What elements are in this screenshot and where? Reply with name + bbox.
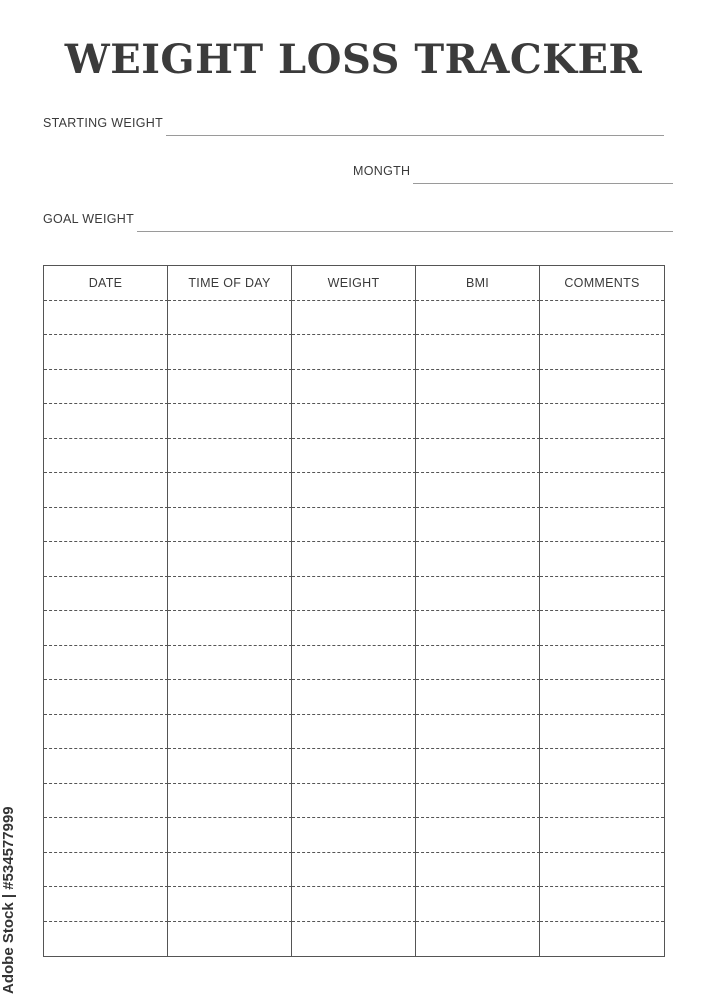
entry-cell-weight[interactable] bbox=[292, 887, 416, 922]
entry-cell-time-of-day[interactable] bbox=[168, 922, 292, 957]
entry-cell-bmi[interactable] bbox=[416, 922, 540, 957]
entry-cell-date[interactable] bbox=[44, 611, 168, 646]
entry-cell-date[interactable] bbox=[44, 301, 168, 336]
entry-cell-weight[interactable] bbox=[292, 818, 416, 853]
entry-cell-comments[interactable] bbox=[540, 887, 664, 922]
entry-cell-comments[interactable] bbox=[540, 542, 664, 577]
entry-cell-bmi[interactable] bbox=[416, 646, 540, 681]
entry-cell-bmi[interactable] bbox=[416, 887, 540, 922]
entry-cell-date[interactable] bbox=[44, 922, 168, 957]
entry-cell-date[interactable] bbox=[44, 404, 168, 439]
entry-cell-date[interactable] bbox=[44, 370, 168, 405]
entry-cell-comments[interactable] bbox=[540, 439, 664, 474]
entry-cell-date[interactable] bbox=[44, 439, 168, 474]
entry-cell-weight[interactable] bbox=[292, 611, 416, 646]
entry-cell-weight[interactable] bbox=[292, 370, 416, 405]
entry-cell-time-of-day[interactable] bbox=[168, 439, 292, 474]
stock-watermark-id: Adobe Stock | #534577999 bbox=[0, 806, 17, 994]
entry-cell-comments[interactable] bbox=[540, 370, 664, 405]
entry-cell-bmi[interactable] bbox=[416, 439, 540, 474]
entry-cell-weight[interactable] bbox=[292, 508, 416, 543]
starting-weight-label: STARTING WEIGHT bbox=[43, 116, 164, 130]
month-input-line[interactable] bbox=[413, 182, 673, 184]
goal-weight-input-line[interactable] bbox=[137, 230, 673, 232]
entry-cell-comments[interactable] bbox=[540, 473, 664, 508]
entry-cell-comments[interactable] bbox=[540, 784, 664, 819]
entry-cell-time-of-day[interactable] bbox=[168, 853, 292, 888]
entry-cell-comments[interactable] bbox=[540, 818, 664, 853]
entry-cell-time-of-day[interactable] bbox=[168, 646, 292, 681]
entry-cell-time-of-day[interactable] bbox=[168, 749, 292, 784]
entry-cell-comments[interactable] bbox=[540, 335, 664, 370]
entry-cell-bmi[interactable] bbox=[416, 611, 540, 646]
goal-weight-field[interactable] bbox=[43, 212, 673, 226]
entry-cell-time-of-day[interactable] bbox=[168, 508, 292, 543]
entry-cell-time-of-day[interactable] bbox=[168, 818, 292, 853]
entry-cell-weight[interactable] bbox=[292, 335, 416, 370]
entry-cell-time-of-day[interactable] bbox=[168, 542, 292, 577]
entry-cell-bmi[interactable] bbox=[416, 680, 540, 715]
entry-cell-comments[interactable] bbox=[540, 853, 664, 888]
column-header-time-of-day: TIME OF DAY bbox=[168, 266, 292, 301]
column-header-comments: COMMENTS bbox=[540, 266, 664, 301]
entry-cell-comments[interactable] bbox=[540, 749, 664, 784]
entry-cell-time-of-day[interactable] bbox=[168, 301, 292, 336]
entry-cell-comments[interactable] bbox=[540, 715, 664, 750]
entry-cell-weight[interactable] bbox=[292, 473, 416, 508]
entry-cell-weight[interactable] bbox=[292, 715, 416, 750]
entry-cell-bmi[interactable] bbox=[416, 818, 540, 853]
entry-cell-bmi[interactable] bbox=[416, 715, 540, 750]
month-label: MONGTH bbox=[353, 164, 411, 178]
column-header-date: DATE bbox=[44, 266, 168, 301]
entry-cell-date[interactable] bbox=[44, 715, 168, 750]
entry-cell-bmi[interactable] bbox=[416, 542, 540, 577]
entry-cell-date[interactable] bbox=[44, 473, 168, 508]
entry-cell-bmi[interactable] bbox=[416, 335, 540, 370]
entry-cell-weight[interactable] bbox=[292, 439, 416, 474]
entry-cell-date[interactable] bbox=[44, 646, 168, 681]
entry-cell-time-of-day[interactable] bbox=[168, 784, 292, 819]
entry-cell-time-of-day[interactable] bbox=[168, 887, 292, 922]
entry-cell-weight[interactable] bbox=[292, 404, 416, 439]
entry-cell-time-of-day[interactable] bbox=[168, 370, 292, 405]
tracker-table bbox=[43, 265, 665, 957]
entry-cell-bmi[interactable] bbox=[416, 404, 540, 439]
entry-cell-bmi[interactable] bbox=[416, 577, 540, 612]
entry-cell-bmi[interactable] bbox=[416, 473, 540, 508]
entry-cell-date[interactable] bbox=[44, 853, 168, 888]
entry-cell-bmi[interactable] bbox=[416, 508, 540, 543]
starting-weight-input-line[interactable] bbox=[166, 134, 664, 136]
entry-cell-weight[interactable] bbox=[292, 301, 416, 336]
entry-cell-weight[interactable] bbox=[292, 922, 416, 957]
page-title: WEIGHT LOSS TRACKER bbox=[64, 36, 643, 83]
entry-cell-date[interactable] bbox=[44, 818, 168, 853]
entry-cell-weight[interactable] bbox=[292, 749, 416, 784]
entry-cell-comments[interactable] bbox=[540, 577, 664, 612]
entry-cell-weight[interactable] bbox=[292, 577, 416, 612]
entry-cell-time-of-day[interactable] bbox=[168, 404, 292, 439]
entry-cell-date[interactable] bbox=[44, 577, 168, 612]
entry-cell-weight[interactable] bbox=[292, 680, 416, 715]
entry-cell-weight[interactable] bbox=[292, 646, 416, 681]
goal-weight-label: GOAL WEIGHT bbox=[43, 212, 135, 226]
entry-cell-time-of-day[interactable] bbox=[168, 715, 292, 750]
entry-cell-comments[interactable] bbox=[540, 680, 664, 715]
entry-cell-weight[interactable] bbox=[292, 853, 416, 888]
entry-cell-time-of-day[interactable] bbox=[168, 577, 292, 612]
column-header-weight: WEIGHT bbox=[292, 266, 416, 301]
entry-cell-comments[interactable] bbox=[540, 922, 664, 957]
entry-cell-time-of-day[interactable] bbox=[168, 473, 292, 508]
column-header-bmi: BMI bbox=[416, 266, 540, 301]
entry-cell-comments[interactable] bbox=[540, 646, 664, 681]
month-field[interactable] bbox=[353, 164, 673, 178]
entry-cell-time-of-day[interactable] bbox=[168, 611, 292, 646]
entry-cell-comments[interactable] bbox=[540, 508, 664, 543]
entry-cell-time-of-day[interactable] bbox=[168, 335, 292, 370]
entry-cell-comments[interactable] bbox=[540, 404, 664, 439]
entry-cell-date[interactable] bbox=[44, 335, 168, 370]
entry-cell-date[interactable] bbox=[44, 508, 168, 543]
entry-cell-bmi[interactable] bbox=[416, 370, 540, 405]
starting-weight-field[interactable] bbox=[43, 116, 664, 130]
entry-cell-weight[interactable] bbox=[292, 784, 416, 819]
entry-cell-bmi[interactable] bbox=[416, 853, 540, 888]
entry-cell-comments[interactable] bbox=[540, 301, 664, 336]
entry-cell-weight[interactable] bbox=[292, 542, 416, 577]
entry-cell-date[interactable] bbox=[44, 887, 168, 922]
entry-cell-bmi[interactable] bbox=[416, 749, 540, 784]
entry-cell-date[interactable] bbox=[44, 749, 168, 784]
entry-cell-time-of-day[interactable] bbox=[168, 680, 292, 715]
entry-cell-bmi[interactable] bbox=[416, 301, 540, 336]
entry-cell-date[interactable] bbox=[44, 680, 168, 715]
entry-cell-date[interactable] bbox=[44, 784, 168, 819]
entry-cell-date[interactable] bbox=[44, 542, 168, 577]
entry-cell-comments[interactable] bbox=[540, 611, 664, 646]
entry-cell-bmi[interactable] bbox=[416, 784, 540, 819]
